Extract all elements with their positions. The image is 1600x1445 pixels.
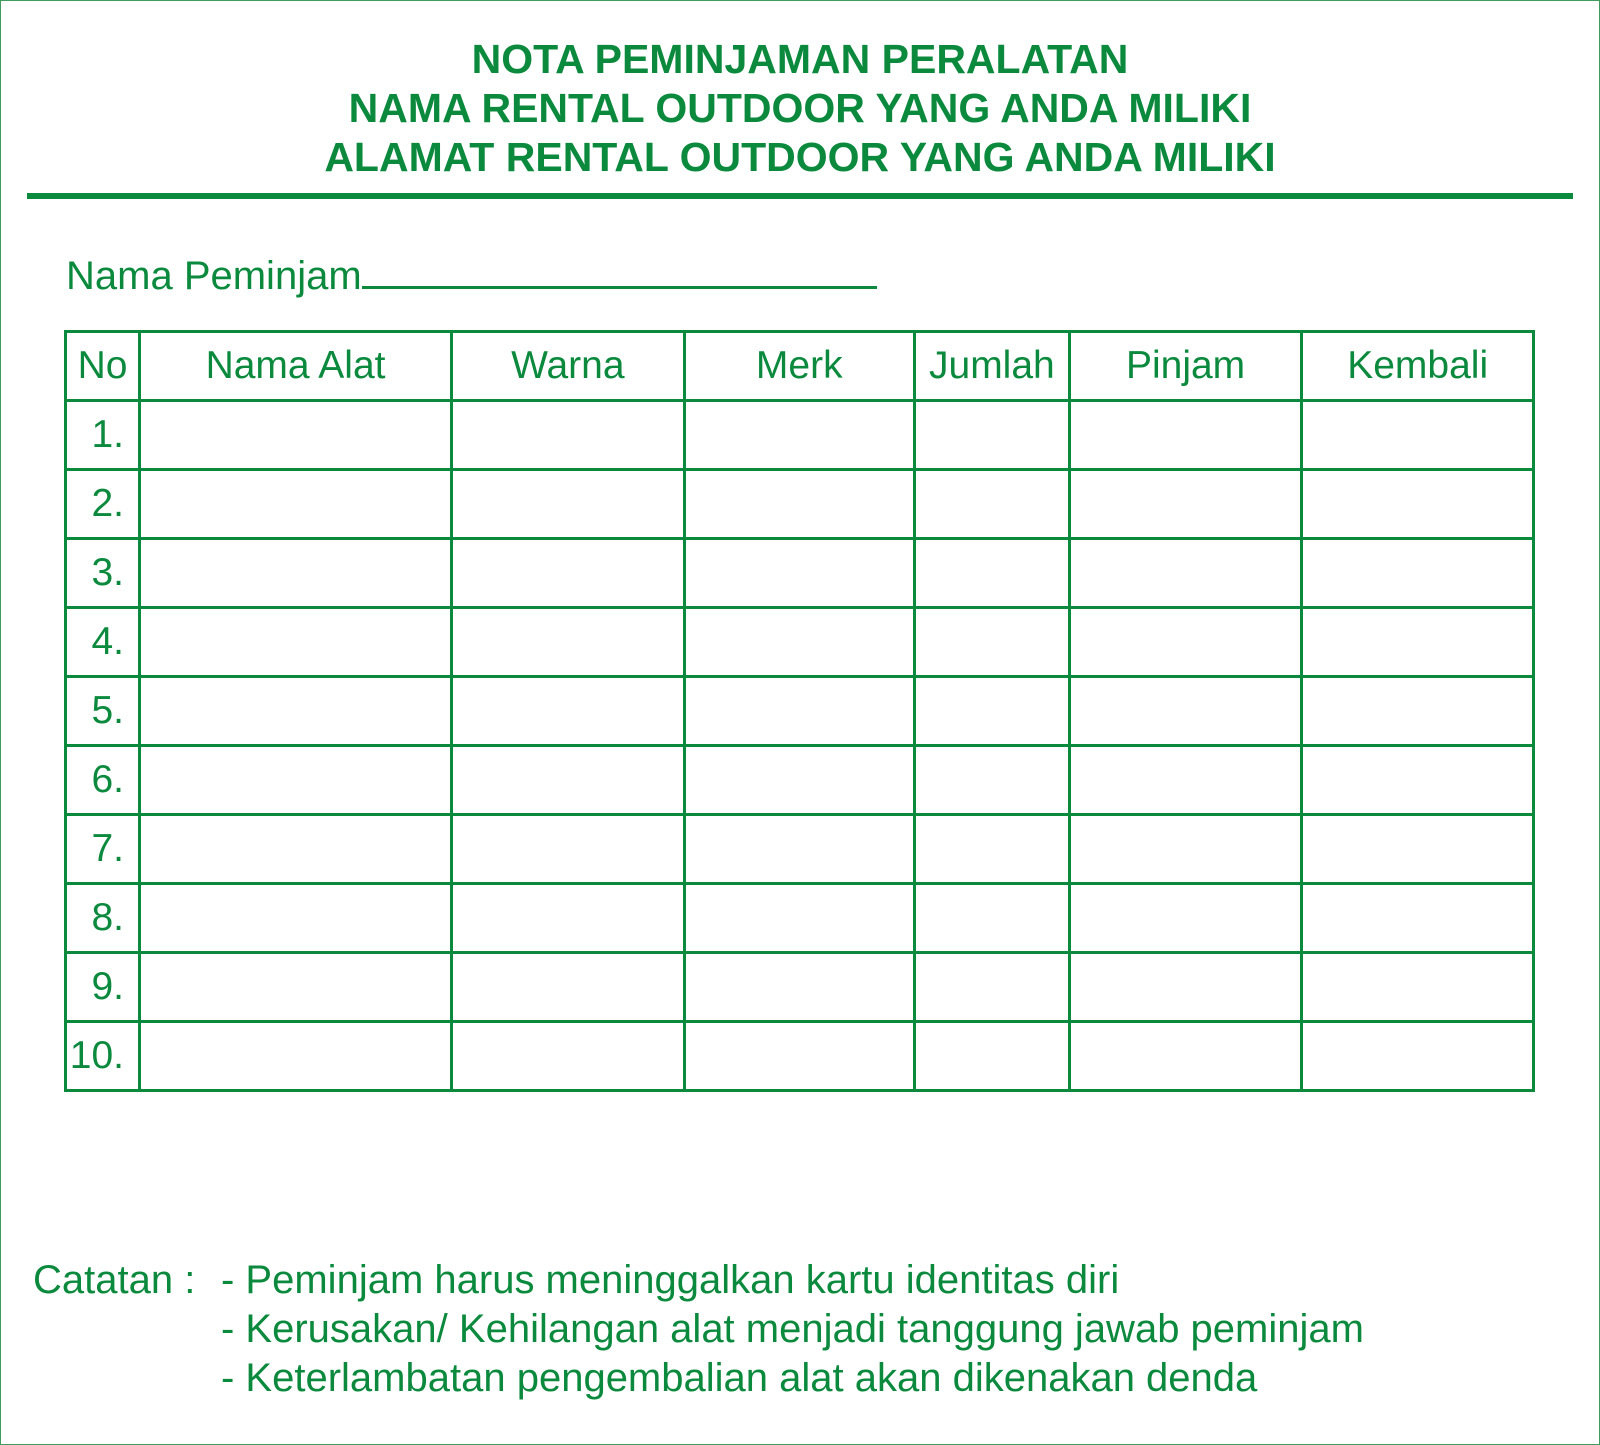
table-cell[interactable] [139,470,451,539]
table-cell[interactable] [139,401,451,470]
table-cell[interactable] [1069,539,1302,608]
table-cell[interactable] [139,608,451,677]
table-cell[interactable] [914,401,1069,470]
table-row [66,1022,1534,1091]
note-item: - Keterlambatan pengembalian alat akan dikenakan denda [221,1356,1258,1400]
table-cell[interactable] [684,815,914,884]
table-cell[interactable] [452,470,684,539]
header-divider [27,193,1573,199]
table-cell[interactable] [684,953,914,1022]
table-cell[interactable] [1069,1022,1302,1091]
table-cell[interactable] [684,884,914,953]
equipment-table [64,330,1535,1092]
table-cell[interactable] [684,470,914,539]
table-cell[interactable] [1302,470,1534,539]
table-cell[interactable] [914,608,1069,677]
table-cell[interactable] [914,677,1069,746]
row-number: 8. [66,884,140,953]
table-cell[interactable] [684,539,914,608]
table-cell[interactable] [139,953,451,1022]
table-cell[interactable] [1069,953,1302,1022]
column-header: Jumlah [914,332,1069,401]
table-row [66,746,1534,815]
table-cell[interactable] [914,539,1069,608]
table-header-row [66,332,1534,401]
table-cell[interactable] [452,401,684,470]
table-cell[interactable] [914,884,1069,953]
note-item: - Kerusakan/ Kehilangan alat menjadi tanggung jawab peminjam [221,1307,1364,1351]
table-cell[interactable] [139,1022,451,1091]
table-cell[interactable] [1302,746,1534,815]
row-number: 4. [66,608,140,677]
table-cell[interactable] [452,539,684,608]
table-cell[interactable] [139,677,451,746]
column-header: Kembali [1302,332,1534,401]
table-cell[interactable] [1069,608,1302,677]
table-cell[interactable] [452,677,684,746]
column-header: Pinjam [1069,332,1302,401]
row-number: 2. [66,470,140,539]
table-cell[interactable] [452,815,684,884]
row-number: 1. [66,401,140,470]
table-cell[interactable] [1302,815,1534,884]
row-number: 6. [66,746,140,815]
table-cell[interactable] [1302,884,1534,953]
table-cell[interactable] [1069,470,1302,539]
column-header: Warna [452,332,684,401]
row-number: 9. [66,953,140,1022]
row-number: 10. [66,1022,140,1091]
table-cell[interactable] [914,746,1069,815]
table-row [66,677,1534,746]
table-cell[interactable] [139,539,451,608]
table-cell[interactable] [452,746,684,815]
table-cell[interactable] [914,953,1069,1022]
notes [33,1256,1364,1403]
table-row [66,953,1534,1022]
table-cell[interactable] [139,815,451,884]
table-cell[interactable] [1302,953,1534,1022]
table-cell[interactable] [1302,677,1534,746]
table-cell[interactable] [684,746,914,815]
table-cell[interactable] [1069,401,1302,470]
row-number: 3. [66,539,140,608]
rental-name: NAMA RENTAL OUTDOOR YANG ANDA MILIKI [348,85,1252,131]
table-cell[interactable] [684,608,914,677]
note-item: - Peminjam harus meninggalkan kartu identitas diri [221,1258,1120,1302]
table-row [66,470,1534,539]
table-row [66,815,1534,884]
table-cell[interactable] [1069,677,1302,746]
borrower-field [66,250,877,301]
table-cell[interactable] [684,401,914,470]
borrower-name-line[interactable] [362,250,877,289]
table-cell[interactable] [452,1022,684,1091]
table-cell[interactable] [452,953,684,1022]
row-number: 5. [66,677,140,746]
table-cell[interactable] [914,470,1069,539]
row-number: 7. [66,815,140,884]
form-title: NOTA PEMINJAMAN PERALATAN [471,36,1129,82]
column-header: Merk [684,332,914,401]
table-cell[interactable] [1302,608,1534,677]
table-cell[interactable] [914,815,1069,884]
table-cell[interactable] [1069,815,1302,884]
table-cell[interactable] [139,746,451,815]
table-cell[interactable] [684,677,914,746]
table-row [66,608,1534,677]
table-cell[interactable] [452,884,684,953]
table-cell[interactable] [1069,884,1302,953]
table-row [66,401,1534,470]
table-cell[interactable] [1302,401,1534,470]
table-row [66,539,1534,608]
notes-label: Catatan : [33,1258,196,1302]
table-cell[interactable] [452,608,684,677]
column-header: No [66,332,140,401]
borrower-label: Nama Peminjam [66,254,362,298]
table-row [66,884,1534,953]
column-header: Nama Alat [139,332,451,401]
table-cell[interactable] [1302,539,1534,608]
table-cell[interactable] [1069,746,1302,815]
table-cell[interactable] [1302,1022,1534,1091]
table-cell[interactable] [914,1022,1069,1091]
table-cell[interactable] [139,884,451,953]
table-cell[interactable] [684,1022,914,1091]
rental-address: ALAMAT RENTAL OUTDOOR YANG ANDA MILIKI [324,134,1276,180]
